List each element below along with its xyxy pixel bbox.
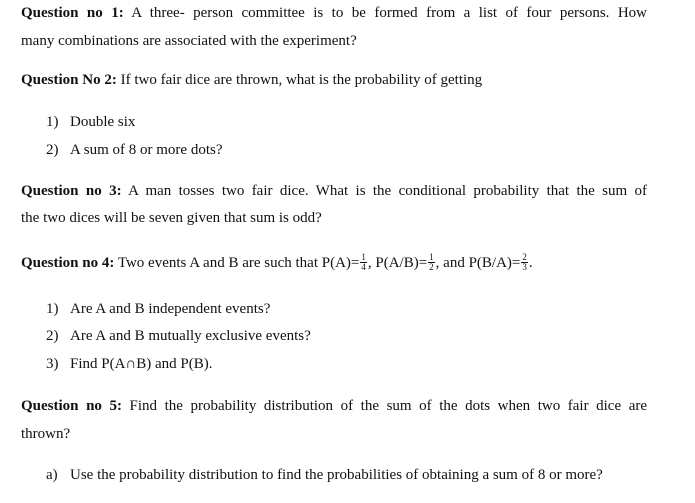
question-4-text-c: , and P(B/A)=	[435, 255, 521, 271]
question-3-text: A man tosses two fair dice. What is the conditional probability that the sum of	[121, 183, 647, 199]
fraction-p-a	[360, 253, 367, 272]
question-1-text: A three- person committee is to be formed from a list of four persons. How	[123, 5, 647, 21]
list-number: 1)	[46, 114, 59, 130]
question-2-label: Question No 2:	[21, 72, 117, 88]
list-number: 2)	[46, 328, 59, 344]
fraction-denominator: 4	[361, 262, 366, 273]
question-5-line-2: thrown?	[21, 426, 71, 442]
fraction-denominator: 2	[429, 262, 434, 273]
question-4-text-d: .	[528, 255, 533, 271]
list-item-text: A sum of 8 or more dots?	[70, 142, 223, 158]
list-letter: a)	[46, 467, 58, 483]
question-5-line-1	[21, 397, 647, 415]
question-3-line-2: the two dices will be seven given that sum is odd?	[21, 210, 322, 226]
fraction-denominator: 3	[522, 262, 527, 273]
question-5-text: Find the probability distribution of the sum of the dots when two fair dice are	[121, 398, 647, 414]
list-item-text: Use the probability distribution to find the probabilities of obtaining a sum of 8 or more?	[70, 467, 603, 483]
question-4-text-b: , P(A/B)=	[367, 255, 428, 271]
list-number: 1)	[46, 301, 59, 317]
question-2-line	[21, 71, 482, 89]
question-4-label: Question no 4:	[21, 255, 115, 271]
question-5-label: Question no 5:	[21, 398, 122, 414]
fraction-numerator: 1	[429, 252, 434, 263]
fraction-p-b-given-a	[521, 253, 528, 272]
question-4-text-a: Two events A and B are such that P(A)=	[114, 255, 360, 271]
list-number: 2)	[46, 142, 59, 158]
list-item-text: Are A and B mutually exclusive events?	[70, 328, 311, 344]
question-1-line-1	[21, 4, 647, 22]
question-3-label: Question no 3:	[21, 183, 122, 199]
fraction-numerator: 1	[361, 252, 366, 263]
question-1-line-2: many combinations are associated with the experiment?	[21, 33, 357, 49]
fraction-numerator: 2	[522, 252, 527, 263]
fraction-p-a-given-b	[428, 253, 435, 272]
question-4-line	[21, 254, 533, 273]
list-item-text: Find P(A∩B) and P(B).	[70, 356, 213, 372]
question-2-text: If two fair dice are thrown, what is the probability of getting	[116, 72, 483, 88]
list-number: 3)	[46, 356, 59, 372]
list-item-text: Double six	[70, 114, 136, 130]
list-item-text: Are A and B independent events?	[70, 301, 271, 317]
question-3-line-1	[21, 182, 647, 200]
question-1-label: Question no 1:	[21, 5, 124, 21]
